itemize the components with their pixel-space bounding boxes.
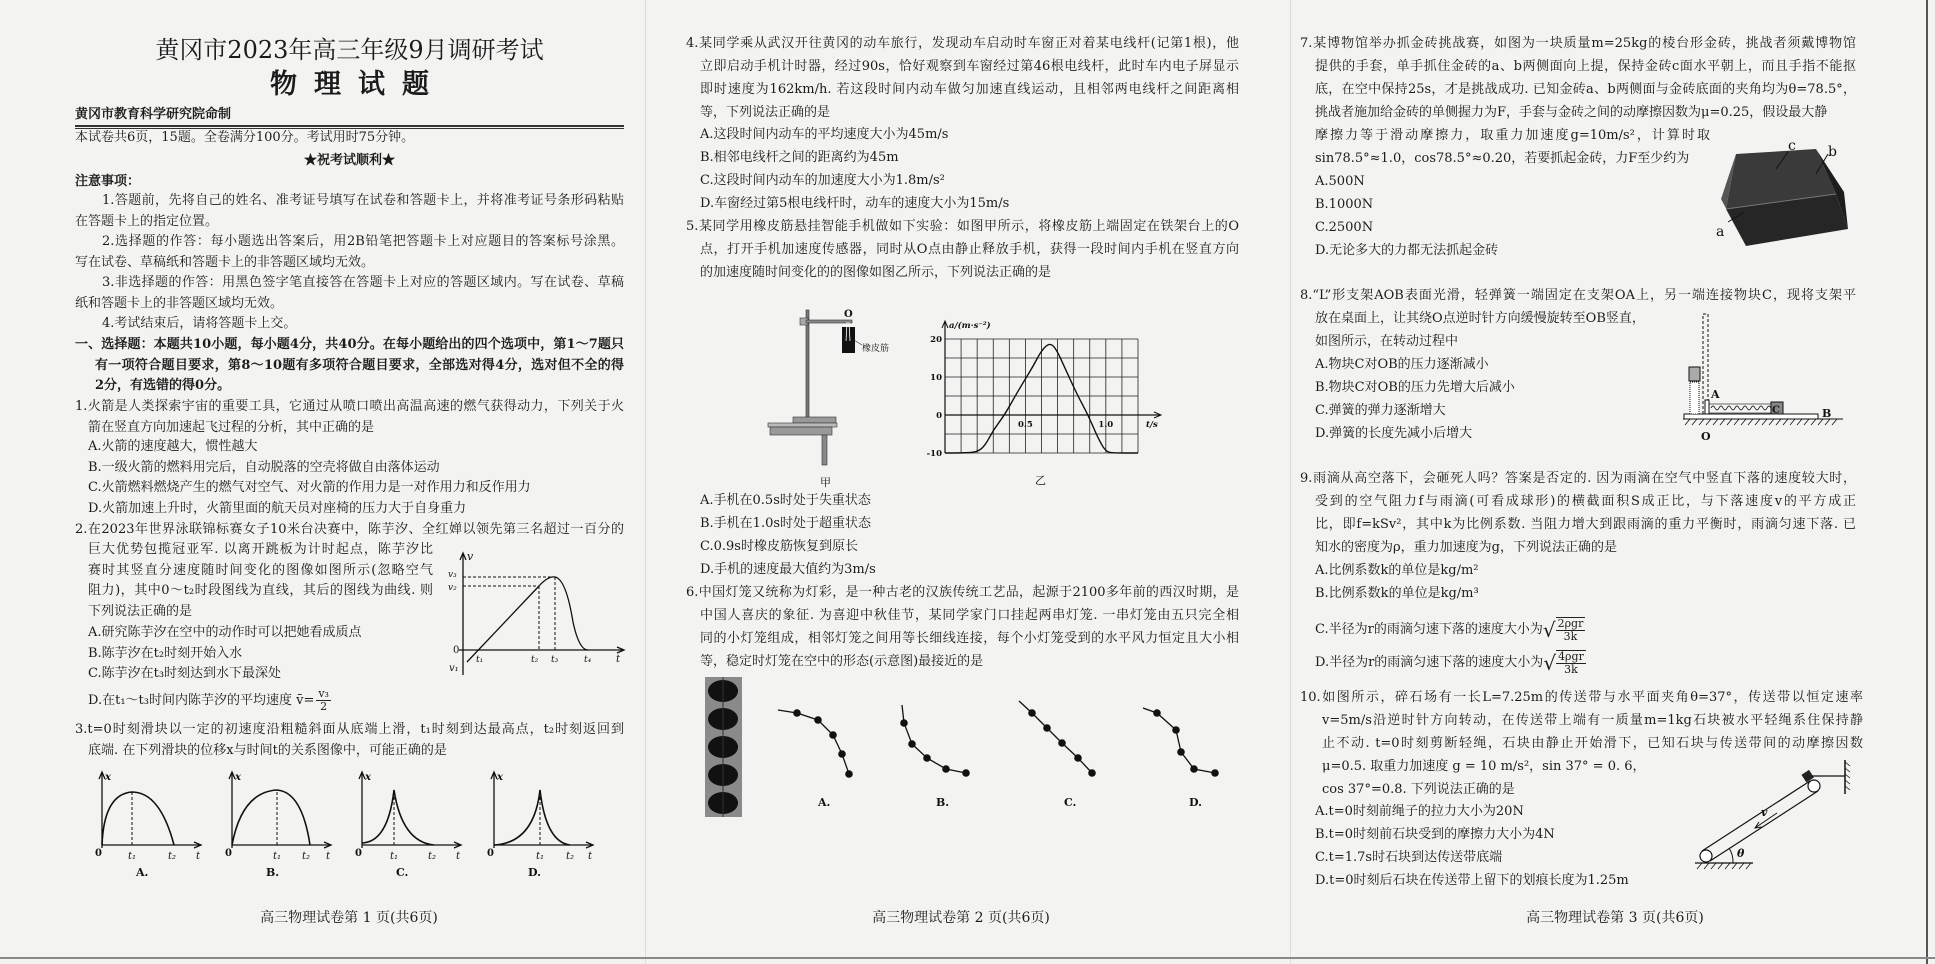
text-line: 有一项符合题目要求，第8～10题有多项符合题目要求，全部选对得4分，选对但不全的得 bbox=[95, 357, 624, 373]
velocity-label: v bbox=[1761, 806, 1768, 819]
origin-label: 0 bbox=[225, 848, 232, 859]
axis-label-t: t bbox=[326, 851, 331, 862]
text-line: B.比例系数k的单位是kg/m³ bbox=[1315, 585, 1479, 601]
label-t1: t₁ bbox=[536, 851, 545, 862]
q9-option-d-text: D.半径为r的雨滴匀速下落的速度大小为 bbox=[1315, 655, 1544, 670]
axis-label-x: x bbox=[365, 772, 371, 783]
lantern-dot bbox=[962, 769, 970, 777]
section-header bbox=[75, 335, 624, 397]
face-b-label: b bbox=[1828, 144, 1837, 160]
lantern-dot bbox=[838, 750, 846, 758]
xt-graph-option-a bbox=[92, 770, 212, 880]
lantern-photo bbox=[705, 677, 742, 817]
q2-options bbox=[75, 623, 362, 685]
text-line: C.0.9s时橡皮筋恢复到原长 bbox=[700, 539, 858, 554]
q1-options bbox=[75, 437, 531, 519]
label-v2: v₂ bbox=[448, 583, 457, 593]
q7-options bbox=[1315, 170, 1498, 262]
label-t1: t₁ bbox=[273, 851, 282, 862]
x-axis-label: t/s bbox=[1146, 420, 1158, 430]
lantern-dot bbox=[1153, 709, 1161, 717]
chart-grid bbox=[945, 339, 1138, 453]
l-bracket-figure bbox=[1683, 312, 1853, 447]
figure-caption-jia: 甲 bbox=[820, 476, 831, 489]
lantern-dot bbox=[814, 716, 822, 724]
point-o-label: O bbox=[844, 309, 853, 320]
axis-label-x: x bbox=[105, 772, 111, 783]
text-line: B.t=0时刻前石块受到的摩擦力大小为4N bbox=[1315, 826, 1555, 842]
rubber-band-label: 橡皮筋 bbox=[862, 344, 890, 354]
text-line: 同的小灯笼组成，相邻灯笼之间用等长细线连接，每个小灯笼受到的水平风力恒定且大小相 bbox=[700, 631, 1239, 646]
origin-label: 0 bbox=[453, 645, 460, 656]
lantern-dot bbox=[829, 731, 837, 739]
q9-options bbox=[1315, 559, 1479, 605]
label-t3: t₃ bbox=[551, 655, 559, 665]
lantern-dot bbox=[1074, 754, 1082, 762]
lantern-option-label: B. bbox=[936, 796, 950, 809]
lantern-dot bbox=[1172, 726, 1180, 734]
text-line: sin78.5°≈1.0，cos78.5°≈0.20，若要抓起金砖，力F至少约为 bbox=[1315, 150, 1690, 166]
y-axis-label: a/(m·s⁻²) bbox=[949, 321, 991, 331]
label-v3: v₃ bbox=[448, 570, 457, 580]
text-line: C.弹簧的弹力逐渐增大 bbox=[1315, 402, 1446, 418]
text-line: C.t=1.7s时石块到达传送带底端 bbox=[1315, 849, 1503, 865]
lantern-option-label: C. bbox=[1064, 796, 1077, 809]
label-t2: t₂ bbox=[168, 851, 177, 862]
point-b-label: B bbox=[1822, 407, 1832, 420]
page-footer: 高三物理试卷第 3 页(共6页) bbox=[1526, 910, 1704, 926]
conveyor-figure bbox=[1695, 758, 1855, 870]
lantern-dot bbox=[908, 740, 916, 748]
label-t1: t₁ bbox=[476, 655, 484, 665]
graph-option-label: C. bbox=[396, 866, 409, 879]
iron-stand-figure bbox=[762, 305, 902, 490]
xt-graph-option-b bbox=[222, 770, 342, 880]
lantern-dot bbox=[845, 770, 853, 778]
notice-title: 注意事项： bbox=[75, 174, 141, 189]
q9-stem bbox=[1300, 467, 1856, 559]
text-line: D.车窗经过第5根电线杆时，动车的速度大小为15m/s bbox=[700, 196, 1010, 211]
text-line: A.手机在0.5s时处于失重状态 bbox=[700, 493, 871, 508]
text-line: 在答题卡上的指定位置。 bbox=[75, 213, 219, 229]
q8-options bbox=[1315, 353, 1515, 445]
label-t2: t₂ bbox=[566, 851, 575, 862]
text-line: 放在桌面上，让其绕O点逆时针方向缓慢旋转至OB竖直， bbox=[1315, 310, 1645, 326]
q2-stem-rest bbox=[88, 540, 433, 622]
q8-stem bbox=[1300, 284, 1856, 307]
text-line: 如图所示，在转动过程中 bbox=[1315, 333, 1459, 349]
exam-wish: ★祝考试顺利★ bbox=[303, 153, 395, 168]
text-line: C.这段时间内动车的加速度大小为1.8m/s² bbox=[700, 173, 945, 188]
text-line: C.陈芋汐在t₃时刻达到水下最深处 bbox=[88, 666, 282, 682]
text-line: v=5m/s沿逆时针方向转动，在传送带上端有一质量m=1kg石块被水平轻绳系住保持静 bbox=[1322, 712, 1863, 728]
lantern-dot bbox=[900, 719, 908, 727]
y-tick-label: 0 bbox=[936, 411, 942, 421]
text-line: A.研究陈芋汐在空中的动作时可以把她看成质点 bbox=[88, 625, 362, 640]
lantern-dot bbox=[1043, 724, 1051, 732]
q9-option-d bbox=[1315, 648, 1586, 678]
lantern-dot bbox=[1190, 765, 1198, 773]
q10-options bbox=[1315, 800, 1629, 892]
text-line: 写在试卷、草稿纸和答题卡上的非答题区域均无效。 bbox=[75, 254, 375, 270]
q7-stem bbox=[1300, 32, 1856, 124]
face-c-label: c bbox=[1788, 138, 1796, 154]
lantern-option-d bbox=[1143, 708, 1219, 777]
text-line: 提供的手套，单手抓住金砖的a、b两侧面向上提，保持金砖c面水平朝上，而且手指不能抠 bbox=[1315, 58, 1856, 74]
figure-caption-yi: 乙 bbox=[1035, 474, 1046, 487]
text-line: B.物块C对OB的压力先增大后减小 bbox=[1315, 379, 1515, 395]
numerator: 2ρgr bbox=[1557, 616, 1584, 630]
text-line: 巨大优势包揽冠亚军. 以离开跳板为计时起点，陈芋汐比 bbox=[88, 542, 433, 557]
text-line: 纸和答题卡上的非答题区域均无效。 bbox=[75, 295, 284, 311]
notice-list bbox=[75, 191, 624, 335]
exam-info: 本试卷共6页，15题。全卷满分100分。考试用时75分钟。 bbox=[75, 130, 415, 145]
lantern-dot bbox=[923, 754, 931, 762]
text-line: 1.答题前，先将自己的姓名、准考证号填写在试卷和答题卡上，并将准考证号条形码粘贴 bbox=[102, 193, 624, 208]
y-tick-label: 10 bbox=[930, 373, 942, 383]
text-line: 1.火箭是人类探索宇宙的重要工具，它通过从喷口喷出高温高速的燃气获得动力，下列关于火 bbox=[75, 399, 624, 414]
text-line: D.无论多大的力都无法抓起金砖 bbox=[1315, 242, 1499, 258]
axis-label-t: t bbox=[616, 654, 621, 665]
text-line: B.1000N bbox=[1315, 196, 1374, 212]
q2-vt-graph bbox=[445, 550, 630, 678]
text-line: 2分，有选错的得0分。 bbox=[95, 378, 231, 394]
q7-stem-rest bbox=[1315, 124, 1710, 170]
origin-label: 0 bbox=[487, 848, 494, 859]
page-footer: 高三物理试卷第 2 页(共6页) bbox=[872, 910, 1050, 926]
xt-graph-option-c bbox=[352, 770, 472, 880]
x-tick-label: 0.5 bbox=[1018, 420, 1033, 430]
q3-stem bbox=[75, 720, 624, 761]
text-line: 摩擦力等于滑动摩擦力，取重力加速度g=10m/s²，计算时取 bbox=[1315, 127, 1710, 143]
lantern-dot bbox=[793, 709, 801, 717]
text-line: D.火箭加速上升时，火箭里面的航天员对座椅的压力大于自身重力 bbox=[88, 500, 467, 516]
text-line: 点，打开手机加速度传感器，同时从O点由静止释放手机，获得一段时间内手机在竖直方向 bbox=[700, 242, 1239, 257]
text-line: 即时速度为162km/h. 若这段时间内动车做匀加速直线运动，且相邻两电线杆之间距离相 bbox=[700, 81, 1239, 97]
text-line: 阻力)，其中0～t₂时段图线为直线，其后的图线为曲线. 则 bbox=[88, 583, 433, 599]
square-root: √ $\frac{\text{4ρgr}}{3k}$ bbox=[1543, 649, 1584, 676]
text-line: 知水的密度为ρ，重力加速度为g，下列说法正确的是 bbox=[1315, 539, 1617, 555]
y-tick-label: 20 bbox=[930, 335, 942, 345]
lantern-option-a bbox=[778, 709, 853, 778]
text-line: 3.t=0时刻滑块以一定的初速度沿粗糙斜面从底端上滑，t₁时刻到达最高点，t₂时刻返回到 bbox=[75, 722, 624, 737]
denominator: 2 bbox=[320, 700, 328, 713]
text-line: 箭在竖直方向加速起飞过程的分析，其中正确的是 bbox=[88, 419, 375, 435]
lantern-option-label: A. bbox=[818, 796, 831, 809]
angle-theta-label: θ bbox=[1737, 847, 1745, 860]
text-line: 下列说法正确的是 bbox=[88, 603, 193, 619]
q6-stem bbox=[686, 581, 1239, 673]
q5-stem bbox=[686, 215, 1239, 284]
block-c-label: C bbox=[1772, 405, 1780, 416]
graph-option-label: A. bbox=[136, 866, 149, 879]
graph-option-label: B. bbox=[266, 866, 280, 879]
text-line: 3.非选择题的作答：用黑色签字笔直接答在答题卡上对应的答题区域内。写在试卷、草稿 bbox=[102, 275, 624, 290]
label-t2: t₂ bbox=[302, 851, 311, 862]
axis-label-v: v bbox=[467, 550, 474, 563]
text-line: cos 37°=0.8. 下列说法正确的是 bbox=[1322, 781, 1515, 797]
lantern-dot bbox=[1177, 748, 1185, 756]
text-line: A.这段时间内动车的平均速度大小为45m/s bbox=[700, 127, 949, 142]
numerator: v₃ bbox=[318, 687, 329, 700]
text-line: D.t=0时刻后石块在传送带上留下的划痕长度为1.25m bbox=[1315, 872, 1629, 888]
text-line: 立即启动手机计时器，经过90s，恰好观察到车窗经过第46根电线杆，此时车内电子屏显示 bbox=[700, 58, 1239, 74]
lantern-dot bbox=[1058, 739, 1066, 747]
text-line: C.火箭燃料燃烧产生的燃气对空气、对火箭的作用力是一对作用力和反作用力 bbox=[88, 480, 531, 496]
label-t2: t₂ bbox=[428, 851, 437, 862]
text-line: 挑战者施加给金砖的单侧握力为F，手套与金砖之间的动摩擦因数为μ=0.25，假设最大静 bbox=[1315, 104, 1828, 120]
exam-subtitle: 物理试题 bbox=[270, 69, 446, 100]
text-line: 底，在空中保持25s，才是挑战成功. 已知金砖a、b两侧面与金砖底面的夹角均为θ=78.5°， bbox=[1315, 81, 1856, 97]
origin-label: 0 bbox=[355, 848, 362, 859]
text-line: 赛时其竖直分速度随时间变化的图像如图所示(忽略空气 bbox=[88, 562, 433, 578]
q5-options bbox=[700, 489, 876, 581]
q9-option-c bbox=[1315, 615, 1585, 645]
y-tick-label: -10 bbox=[926, 449, 942, 459]
axis-label-x: x bbox=[497, 772, 503, 783]
text-line: B.手机在1.0s时处于超重状态 bbox=[700, 516, 872, 531]
page-footer: 高三物理试卷第 1 页(共6页) bbox=[260, 910, 438, 926]
text-line: 9.雨滴从高空落下，会砸死人吗？答案是否定的. 因为雨滴在空气中竖直下落的速度较大时， bbox=[1300, 470, 1856, 486]
exam-author: 黄冈市教育科学研究院命制 bbox=[75, 107, 232, 122]
text-line: B.一级火箭的燃料用完后，自动脱落的空壳将做自由落体运动 bbox=[88, 459, 440, 475]
origin-label: 0 bbox=[95, 848, 102, 859]
lantern-dot bbox=[1211, 769, 1219, 777]
graph-option-label: D. bbox=[528, 866, 541, 879]
exam-title: 黄冈市2023年高三年级9月调研考试 bbox=[155, 36, 544, 64]
text-line: A.t=0时刻前绳子的拉力大小为20N bbox=[1315, 803, 1524, 819]
text-line: 5.某同学用橡皮筋悬挂智能手机做如下实验：如图甲所示，将橡皮筋上端固定在铁架台上的O bbox=[686, 219, 1239, 234]
point-o-label: O bbox=[1701, 430, 1711, 443]
text-line: C.2500N bbox=[1315, 219, 1374, 235]
label-t1: t₁ bbox=[128, 851, 137, 862]
text-line: 10.如图所示，碎石场有一长L=7.25m的传送带与水平面夹角θ=37°，传送带以恒定速率 bbox=[1300, 689, 1863, 705]
text-line: A.火箭的速度越大，惯性越大 bbox=[88, 439, 258, 454]
label-t2: t₂ bbox=[531, 655, 539, 665]
text-line: 等，稳定时灯笼在空中的形态(示意图)最接近的是 bbox=[700, 654, 984, 669]
axis-label-t: t bbox=[588, 851, 593, 862]
axis-label-x: x bbox=[235, 772, 241, 783]
denominator: 3k bbox=[1563, 629, 1578, 643]
text-line: 8.“L”形支架AOB表面光滑，轻弹簧一端固定在支架OA上，另一端连接物块C，现将支架平 bbox=[1300, 287, 1856, 303]
lantern-dot bbox=[1088, 769, 1096, 777]
lantern-dot bbox=[1028, 709, 1036, 717]
text-line: B.陈芋汐在t₂时刻开始入水 bbox=[88, 645, 243, 661]
text-line: 7.某博物馆举办抓金砖挑战赛，如图为一块质量m=25kg的棱台形金砖，挑战者须戴博物馆 bbox=[1300, 35, 1856, 51]
lantern-options bbox=[774, 700, 1234, 812]
x-tick-label: 1.0 bbox=[1098, 420, 1114, 430]
label-t1: t₁ bbox=[390, 851, 399, 862]
numerator: 4ρgr bbox=[1558, 649, 1584, 663]
denominator: 3k bbox=[1564, 662, 1578, 676]
text-line: 2.在2023年世界泳联锦标赛女子10米台决赛中，陈芋汐、全红婵以领先第三名超过一百分的 bbox=[75, 522, 624, 537]
axis-label-t: t bbox=[456, 851, 461, 862]
axis-label-t: t bbox=[196, 851, 201, 862]
q4-options bbox=[700, 123, 1009, 215]
text-line: B.相邻电线杆之间的距离约为45m bbox=[700, 150, 899, 165]
lantern-option-b bbox=[900, 705, 970, 777]
text-line: 的加速度随时间变化的的图像如图乙所示，下列说法正确的是 bbox=[700, 265, 1052, 280]
point-a-label: A bbox=[1711, 388, 1720, 401]
q1-stem bbox=[75, 397, 624, 438]
text-line: 等，下列说法正确的是 bbox=[700, 104, 831, 120]
label-t4: t₄ bbox=[584, 655, 592, 665]
text-line: μ=0.5. 取重力加速度 g = 10 m/s²，sin 37° = 0. 6， bbox=[1322, 758, 1646, 774]
page-divider bbox=[1290, 0, 1291, 964]
text-line: 底端. 在下列滑块的位移x与时间t的关系图像中，可能正确的是 bbox=[88, 742, 447, 758]
q9-option-c-text: C.半径为r的雨滴匀速下落的速度大小为 bbox=[1315, 622, 1543, 637]
fraction bbox=[316, 688, 331, 713]
text-line: A.比例系数k的单位是kg/m² bbox=[1315, 562, 1479, 578]
q2-option-d-text: D.在t₁～t₃时间内陈芋汐的平均速度 v̄= bbox=[88, 693, 315, 708]
lantern-option-c bbox=[1019, 701, 1096, 777]
text-line: 比，即f=kSv²，其中k为比例系数. 当阻力增大到跟雨滴的重力平衡时，雨滴匀速下落. 已 bbox=[1315, 516, 1856, 532]
text-line: 4.某同学乘从武汉开往黄冈的动车旅行，发现动车启动时车窗正对着某电线杆(记第1根)，他 bbox=[686, 35, 1239, 51]
xt-graph-option-d bbox=[484, 770, 604, 880]
text-line: A.物块C对OB的压力逐渐减小 bbox=[1315, 356, 1489, 372]
text-line: 2.选择题的作答：每小题选出答案后，用2B铅笔把答题卡上对应题目的答案标号涂黑。 bbox=[102, 234, 624, 249]
q8-stem-rest bbox=[1315, 307, 1645, 353]
lantern-dot bbox=[942, 765, 950, 773]
text-line: D.弹簧的长度先减小后增大 bbox=[1315, 425, 1473, 441]
square-root: √ $\frac{\text{2ρgr}}{3k}$ bbox=[1542, 616, 1584, 643]
label-v1: v₁ bbox=[449, 663, 459, 674]
text-line: 中国人喜庆的象征. 为喜迎中秋佳节，某同学家门口挂起两串灯笼. 一串灯笼由五只完全相 bbox=[700, 608, 1239, 623]
bottom-edge bbox=[0, 957, 1935, 959]
text-line: 6.中国灯笼又统称为灯彩，是一种古老的汉族传统工艺品，起源于2100多年前的西汉时期，是 bbox=[686, 585, 1239, 600]
acceleration-time-chart bbox=[920, 318, 1165, 488]
text-line: 受到的空气阻力f与雨滴(可看成球形)的横截面积S成正比，与下落速度v的平方成正 bbox=[1315, 493, 1856, 509]
text-line: D.手机的速度最大值约为3m/s bbox=[700, 562, 876, 577]
text-line: 4.考试结束后，请将答题卡上交。 bbox=[102, 316, 297, 331]
gold-brick-image bbox=[1716, 134, 1856, 249]
q2-option-d bbox=[88, 686, 331, 716]
q4-stem bbox=[686, 32, 1239, 124]
lantern-option-label: D. bbox=[1189, 796, 1202, 809]
text-line: A.500N bbox=[1315, 173, 1365, 189]
face-a-label: a bbox=[1716, 224, 1725, 240]
text-line: 一、选择题：本题共10小题，每小题4分，共40分。在每小题给出的四个选项中，第1～7题只 bbox=[75, 337, 624, 352]
page-divider bbox=[645, 0, 646, 964]
text-line: 止不动. t=0时刻剪断轻绳，石块由静止开始滑下，已知石块与传送带间的动摩擦因数 bbox=[1322, 735, 1863, 751]
page-edge bbox=[1926, 0, 1928, 964]
q2-stem bbox=[75, 520, 624, 541]
